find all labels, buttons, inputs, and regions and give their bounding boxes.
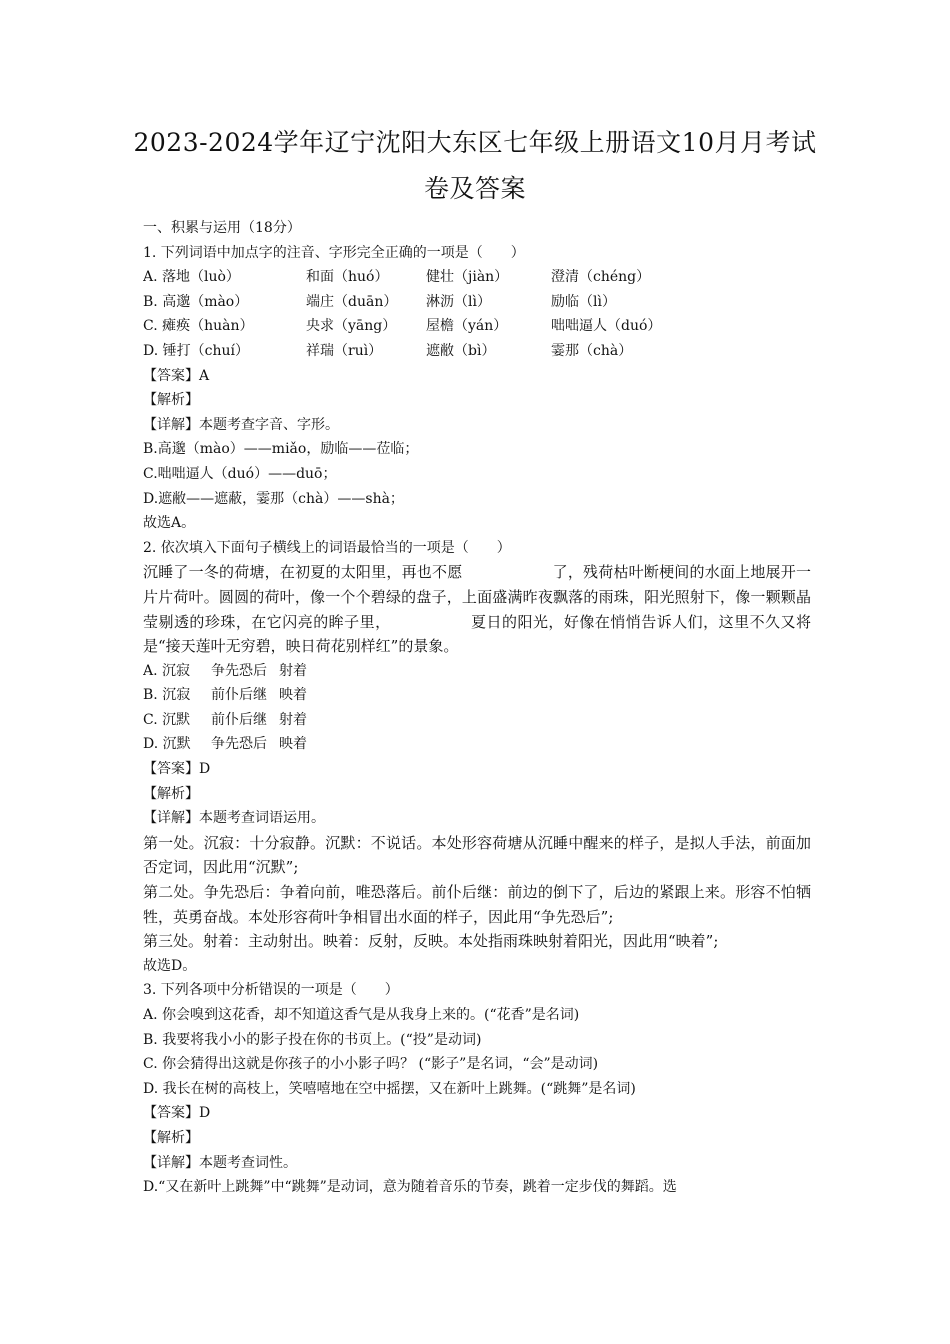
q2-option-a-word3: 射着 [279,662,307,679]
q1-option-c-term4: 咄咄逼人（duó） [551,318,662,335]
q2-option-d-word1: D. 沉默 [143,736,191,753]
q2-passage-part3: 夏日的阳光，好像在悄悄告诉人们，这里不久又将是“接天莲叶无穷碧，映日荷花别样红”的景象。 [143,612,811,656]
q2-passage [143,560,811,658]
q3-stem: 3. 下列各项中分析错误的一项是（ ） [143,982,399,999]
q1-note: 故选A。 [143,515,196,532]
q3-note: D.“又在新叶上跳舞”中“跳舞”是动词，意为随着音乐的节奏，跳着一定步伐的舞蹈。选 [143,1179,677,1196]
q1-option-b-term1: B. 高邈（mào） [143,293,249,310]
q3-option-b: B. 我要将我小小的影子投在你的书页上。(“投”是动词) [143,1031,482,1048]
q1-option-b-term2: 端庄（duān） [306,293,398,310]
q1-analysis-label: 【解析】 [143,392,199,409]
q2-option-d-word3: 映着 [279,736,307,753]
q1-note: D.遮敝——遮蔽，霎那（chà）——shà； [143,490,404,507]
document-title-line-2: 卷及答案 [423,174,526,203]
section-heading: 一、积累与运用（18分） [143,220,301,236]
q1-option-a-term2: 和面（huó） [306,269,389,286]
q1-option-b-term4: 励临（lì） [551,293,616,310]
q1-option-c-term2: 央求（yāng） [306,318,397,335]
q3-answer: 【答案】D [143,1105,211,1122]
q2-option-d-word2: 争先恐后 [211,736,267,753]
q1-detail: 【详解】本题考查字音、字形。 [143,416,339,433]
q2-option-b-word2: 前仆后继 [211,687,267,704]
q2-option-a-word2: 争先恐后 [211,662,267,679]
q2-option-c-word3: 射着 [279,711,307,728]
q2-option-a-word1: A. 沉寂 [143,662,191,679]
q2-option-b-word1: B. 沉寂 [143,687,191,704]
q1-option-c [143,314,811,339]
q3-option-a: A. 你会嗅到这花香，却不知道这香气是从我身上来的。(“花香”是名词) [143,1007,580,1023]
document-title-line-1: 2023-2024学年辽宁沈阳大东区七年级上册语文10月月考试 [133,128,817,157]
q1-option-b [143,290,811,315]
q3-option-d: D. 我长在树的高枝上，笑嘻嘻地在空中摇摆，又在新叶上跳舞。(“跳舞”是名词) [143,1080,636,1097]
q2-option-a [143,659,811,684]
q2-detail: 【详解】本题考查词语运用。 [143,810,325,827]
q1-option-a [143,265,811,290]
q2-note: 第一处。沉寂：十分寂静。沉默：不说话。本处形容荷塘从沉睡中醒来的样子，是拟人手法，前面加否定词，因此用“沉默”; [143,833,811,877]
q1-option-a-term3: 健壮（jiàn） [426,269,509,286]
q2-answer: 【答案】D [143,761,211,778]
q3-analysis-label: 【解析】 [143,1129,199,1146]
q1-note: C.咄咄逼人（duó）——duō； [143,465,337,482]
q2-option-d [143,732,811,757]
q1-answer: 【答案】A [143,367,210,384]
q1-option-c-term1: C. 瘫痪（huàn） [143,318,254,335]
q2-option-c [143,708,811,733]
q2-passage-part1: 沉睡了一冬的荷塘，在初夏的太阳里，再也不愿 [143,563,463,582]
q2-passage-part2: 了，残荷枯叶断梗间的水面上地展开一片片荷叶。圆圆的荷叶，像一个个碧绿的盘子，上面盛满昨夜飘落的雨珠，阳光照射下，像一颗颗晶莹剔透的珍珠，在它闪亮的眸子里， [143,563,811,631]
q2-stem: 2. 依次填入下面句子横线上的词语最恰当的一项是（ ） [143,539,511,556]
q1-option-d-term4: 霎那（chà） [551,342,633,359]
q3-option-c: C. 你会猜得出这就是你孩子的小小影子吗？ (“影子”是名词，“会”是动词) [143,1056,599,1073]
document-body [143,216,811,1200]
q1-option-a-term1: A. 落地（luò） [143,269,240,286]
q1-option-d-term1: D. 锤打（chuí） [143,342,249,359]
q2-option-b [143,683,811,708]
q1-option-a-term4: 澄清（chéng） [551,269,651,286]
q1-option-b-term3: 淋沥（lì） [426,293,491,310]
q2-option-c-word1: C. 沉默 [143,711,191,728]
q1-option-d-term3: 遮敝（bì） [426,342,496,359]
q1-option-c-term3: 屋檐（yán） [426,318,508,335]
q2-note: 第三处。射着：主动射出。映着：反射，反映。本处指雨珠映射着阳光，因此用“映着”; [143,932,719,951]
q2-option-b-word3: 映着 [279,687,307,704]
q2-note: 故选D。 [143,957,197,974]
q2-note: 第二处。争先恐后：争着向前，唯恐落后。前仆后继：前边的倒下了，后边的紧跟上来。形容不怕牺牲，英勇奋战。本处形容荷叶争相冒出水面的样子，因此用“争先恐后”; [143,883,811,926]
q2-option-c-word2: 前仆后继 [211,711,267,728]
q1-option-d-term2: 祥瑞（ruì） [306,342,383,359]
q1-note: B.高邈（mào）——miǎo，励临——莅临； [143,441,419,458]
q2-analysis-label: 【解析】 [143,785,199,802]
q1-stem: 1. 下列词语中加点字的注音、字形完全正确的一项是（ ） [143,244,525,261]
q1-option-d [143,339,811,364]
q3-detail: 【详解】本题考查词性。 [143,1154,297,1171]
